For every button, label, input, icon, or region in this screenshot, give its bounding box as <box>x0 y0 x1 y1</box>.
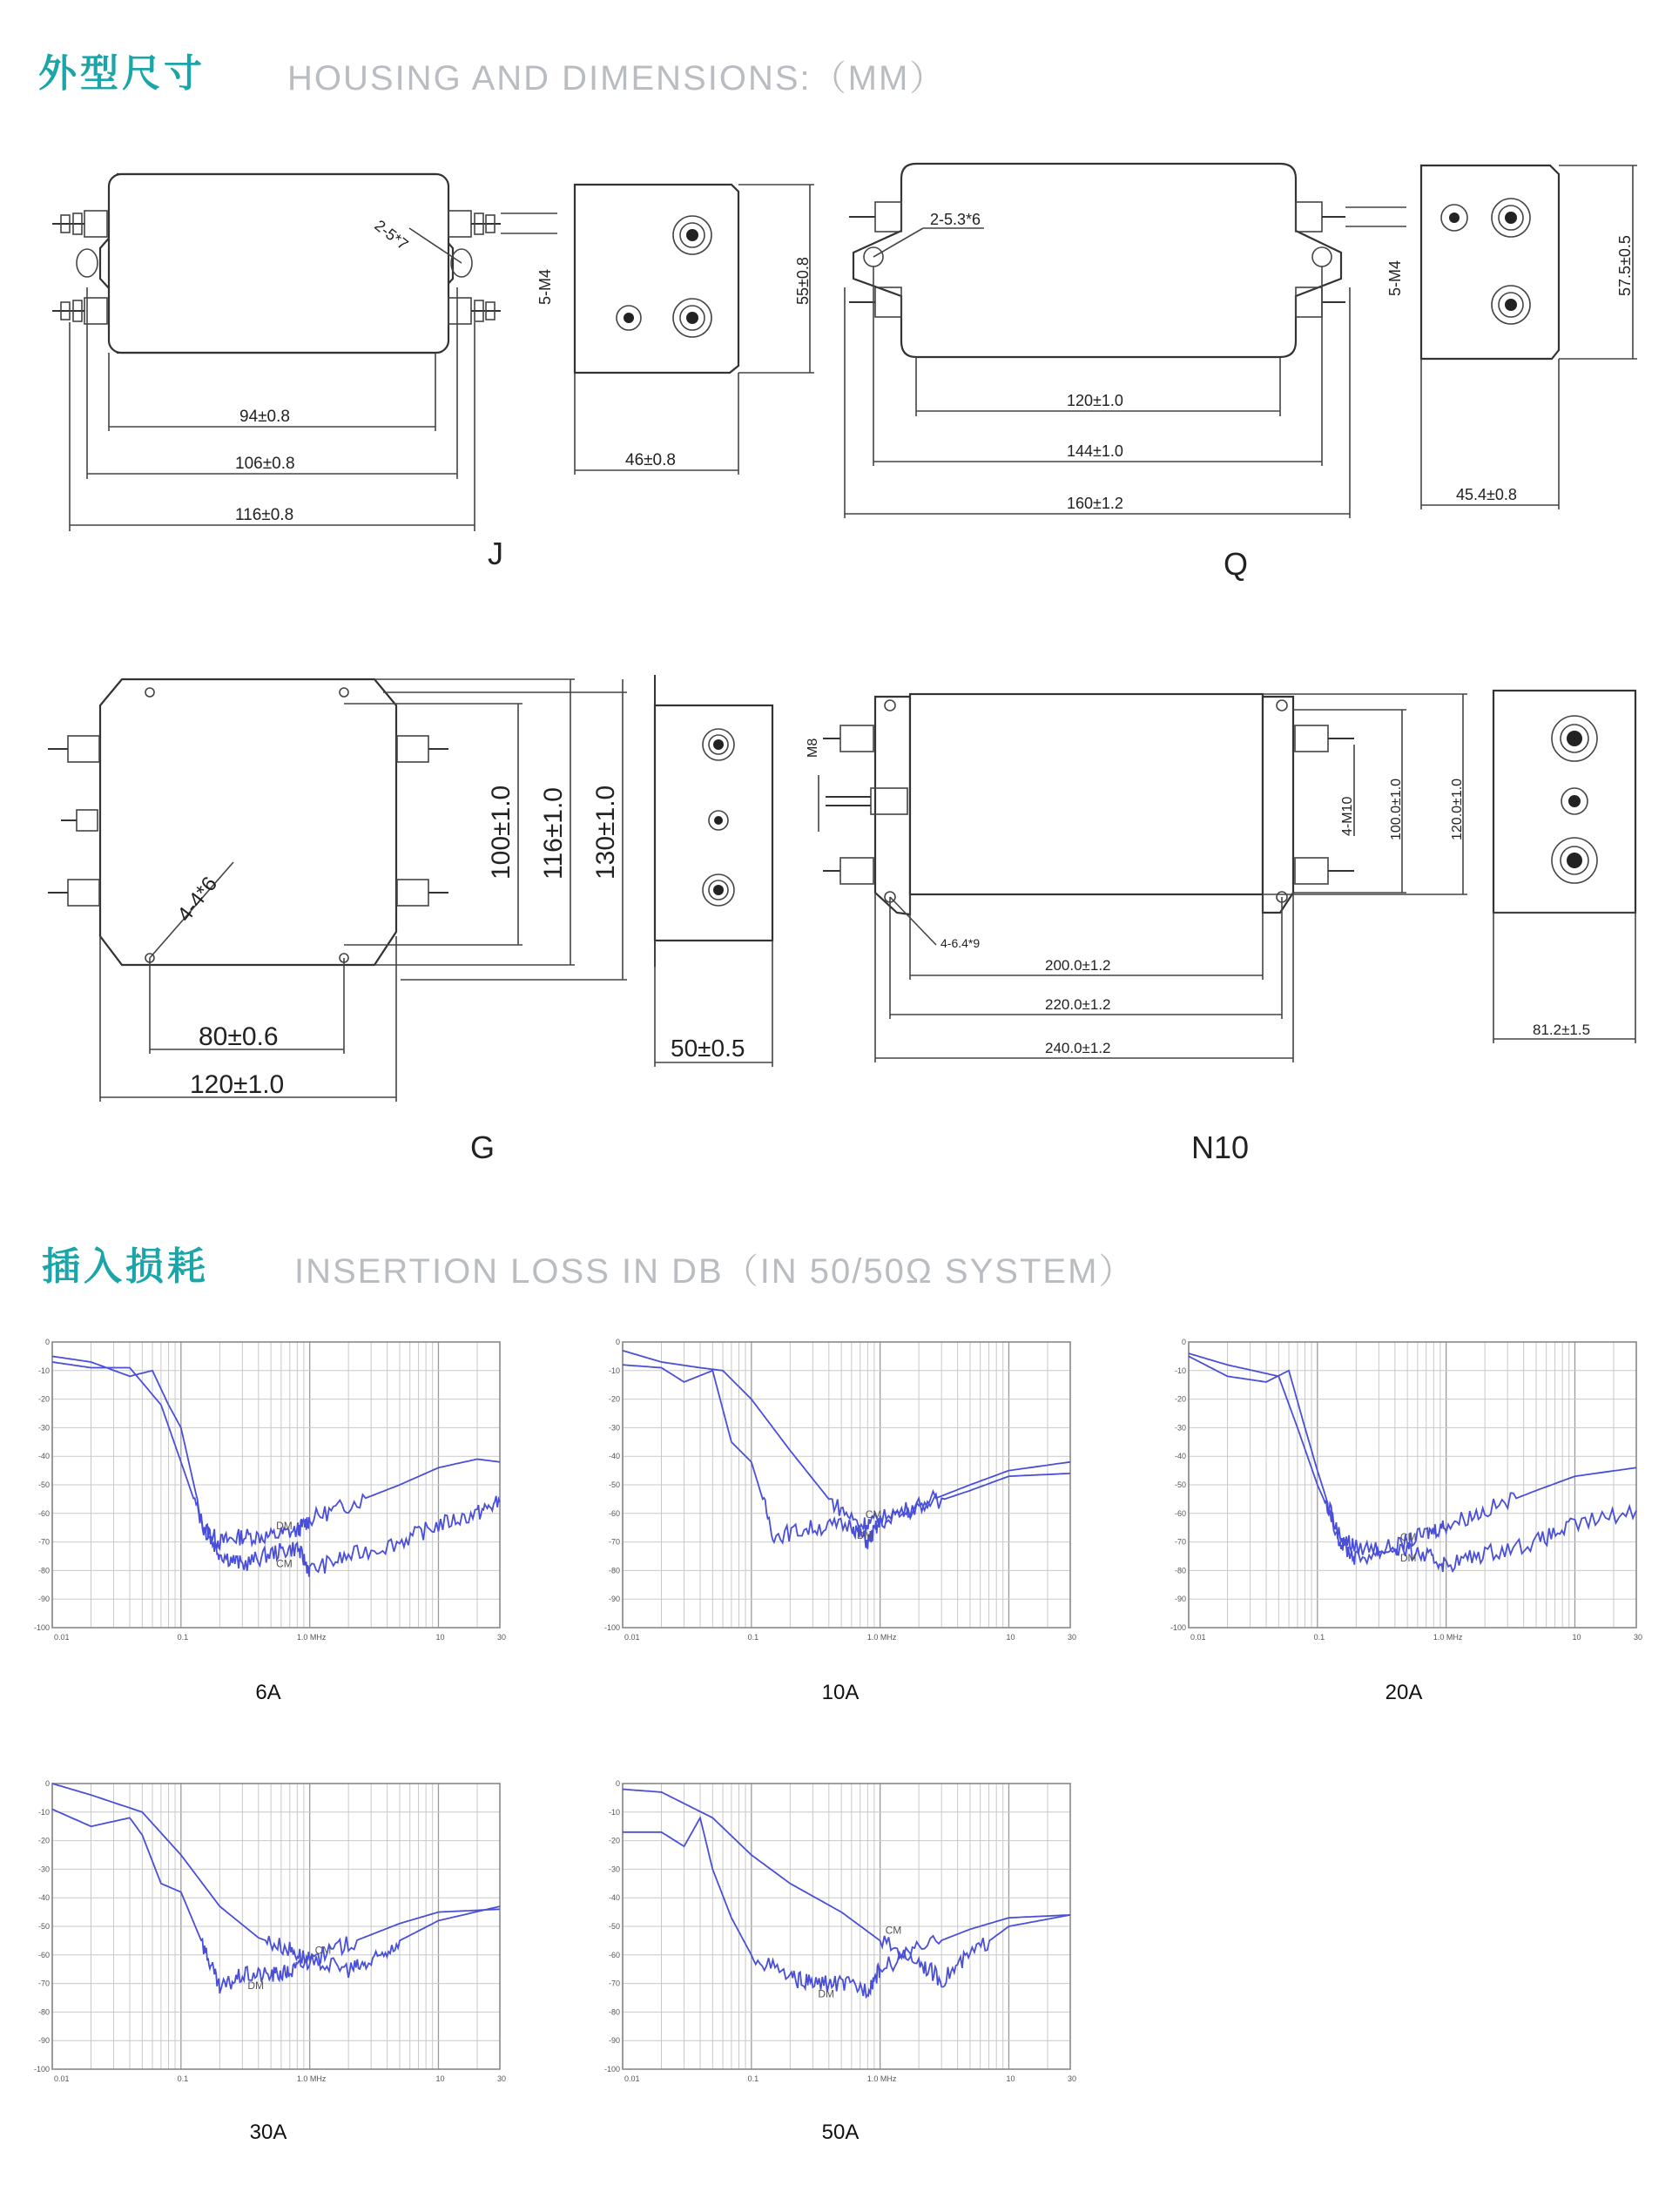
y-tick-label: -40 <box>37 1452 50 1461</box>
x-tick-label: 0.01 <box>54 1633 70 1642</box>
chart-30a <box>35 1778 505 2092</box>
y-tick-label: -70 <box>1174 1537 1186 1547</box>
y-tick-label: -100 <box>1170 1623 1186 1632</box>
x-tick-label: 30 <box>1067 2074 1077 2083</box>
drawing-n10-top-view <box>806 694 1467 1165</box>
drawing-j-dim-116: 116±0.8 <box>235 506 294 524</box>
y-tick-label: 0 <box>615 1338 620 1346</box>
drawing-q-dim-120: 120±1.0 <box>1067 392 1123 409</box>
drawing-g-side-view <box>655 675 772 1067</box>
chart-6a-caption: 6A <box>255 1681 281 1704</box>
drawing-n10-name: N10 <box>1191 1130 1250 1165</box>
y-tick-label: -60 <box>1174 1508 1186 1518</box>
y-tick-label: -40 <box>608 1452 620 1461</box>
loss-section-title <box>42 1235 209 1291</box>
drawing-n10-side-view <box>1493 691 1635 1043</box>
x-tick-label: 0.1 <box>747 1633 759 1642</box>
y-tick-label: -80 <box>37 2007 50 2017</box>
y-tick-label: -50 <box>1174 1480 1186 1489</box>
y-tick-label: -70 <box>37 1537 50 1547</box>
series-label-cm: CM <box>1399 1531 1417 1544</box>
y-tick-label: 0 <box>615 1779 620 1788</box>
drawing-g-top-view <box>48 679 627 1165</box>
x-tick-label: 0.01 <box>1190 1633 1206 1642</box>
y-tick-label: -50 <box>37 1480 50 1489</box>
x-tick-label: 10 <box>435 1633 445 1642</box>
y-tick-label: -10 <box>608 1366 620 1375</box>
chart-50a <box>605 1778 1075 2092</box>
chart-6a <box>35 1337 505 1650</box>
series-label-cm: CM <box>865 1507 882 1521</box>
y-tick-label: -20 <box>1174 1394 1186 1404</box>
loss-title-en: INSERTION LOSS IN DB（IN 50/50Ω SYSTEM） <box>294 1252 1136 1291</box>
y-tick-label: -30 <box>37 1423 50 1433</box>
chart-svg <box>35 1778 505 2092</box>
drawing-n10-dim-220: 220.0±1.2 <box>1045 996 1111 1013</box>
drawing-g-name: G <box>470 1130 496 1165</box>
chart-30a-caption: 30A <box>249 2121 287 2144</box>
y-tick-label: -50 <box>37 1922 50 1931</box>
drawing-q-dim-160: 160±1.2 <box>1067 495 1123 512</box>
drawing-j-dim-46: 46±0.8 <box>625 451 676 469</box>
series-label-dm: DM <box>247 1979 265 1992</box>
y-tick-label: -90 <box>608 2036 620 2046</box>
chart-50a-caption: 50A <box>821 2121 860 2144</box>
chart-svg <box>1171 1337 1642 1650</box>
y-tick-label: -40 <box>1174 1452 1186 1461</box>
y-tick-label: -30 <box>608 1423 620 1433</box>
drawing-j-side-view <box>501 185 814 475</box>
series-label-cm: CM <box>276 1557 293 1570</box>
y-tick-label: -10 <box>1174 1366 1186 1375</box>
x-tick-label: 1.0 MHz <box>866 2074 897 2083</box>
y-tick-label: -30 <box>608 1865 620 1874</box>
drawing-n10-dim-100: 100.0±1.0 <box>1389 778 1404 840</box>
x-tick-label: 1.0 MHz <box>1433 1633 1463 1642</box>
drawing-j-top-view <box>52 174 503 571</box>
y-tick-label: -10 <box>608 1807 620 1817</box>
y-tick-label: -90 <box>37 1595 50 1604</box>
drawing-g-dim-120: 120±1.0 <box>190 1070 285 1099</box>
series-label-cm: CM <box>314 1944 332 1957</box>
chart-10a <box>605 1337 1075 1650</box>
series-label-dm: DM <box>818 1987 835 2000</box>
x-tick-label: 10 <box>1006 1633 1015 1642</box>
series-label-dm: DM <box>276 1520 293 1533</box>
y-tick-label: -90 <box>37 2036 50 2046</box>
drawing-q-top-view <box>845 164 1406 582</box>
y-tick-label: -60 <box>37 1950 50 1959</box>
housing-title-en: HOUSING AND DIMENSIONS:（MM） <box>287 59 947 98</box>
drawing-g-dim-80: 80±0.6 <box>199 1022 279 1051</box>
drawing-q-hole-label: 2-5.3*6 <box>930 211 981 228</box>
drawing-n10-dim-200: 200.0±1.2 <box>1045 957 1111 974</box>
x-tick-label: 30 <box>1633 1633 1643 1642</box>
y-tick-label: -70 <box>37 1979 50 1988</box>
x-tick-label: 0.01 <box>624 1633 640 1642</box>
y-tick-label: -80 <box>37 1566 50 1575</box>
y-tick-label: -20 <box>37 1836 50 1845</box>
y-tick-label: -90 <box>608 1595 620 1604</box>
drawing-q-dim-144: 144±1.0 <box>1067 442 1123 460</box>
housing-title-cn: 外型尺寸 <box>38 51 206 96</box>
y-tick-label: -20 <box>37 1394 50 1404</box>
drawing-q-stud-label: 5-M4 <box>1386 260 1404 296</box>
drawing-g-dim-116: 116±1.0 <box>539 787 568 880</box>
y-tick-label: 0 <box>44 1338 50 1346</box>
y-tick-label: -70 <box>608 1537 620 1547</box>
x-tick-label: 10 <box>435 2074 445 2083</box>
y-tick-label: -100 <box>603 2065 620 2074</box>
x-tick-label: 30 <box>496 1633 507 1642</box>
y-tick-label: -50 <box>608 1922 620 1931</box>
drawing-j-dim-94: 94±0.8 <box>239 408 290 426</box>
drawing-q-name: Q <box>1224 546 1249 582</box>
y-tick-label: -100 <box>603 1623 620 1632</box>
chart-svg <box>35 1337 505 1650</box>
chart-10a-caption: 10A <box>821 1681 860 1704</box>
x-tick-label: 1.0 MHz <box>296 2074 327 2083</box>
drawing-g-dim-50: 50±0.5 <box>671 1035 745 1062</box>
series-label-cm: CM <box>885 1924 902 1937</box>
drawing-j-hole-label: 2-5*7 <box>371 216 412 253</box>
x-tick-label: 10 <box>1572 1633 1581 1642</box>
chart-20a-caption: 20A <box>1385 1681 1423 1704</box>
x-tick-label: 0.1 <box>177 2074 189 2083</box>
x-tick-label: 1.0 MHz <box>296 1633 327 1642</box>
chart-svg <box>605 1778 1075 2092</box>
chart-svg <box>605 1337 1075 1650</box>
x-tick-label: 0.1 <box>1313 1633 1325 1642</box>
drawing-n10-hole-label: 4-6.4*9 <box>940 936 981 950</box>
drawing-g-dim-130: 130±1.0 <box>591 785 620 880</box>
drawing-j-stud-label: 5-M4 <box>536 268 554 305</box>
y-tick-label: -20 <box>608 1394 620 1404</box>
drawing-q-dim-575: 57.5±0.5 <box>1616 235 1634 296</box>
drawing-q-side-view <box>1421 165 1637 509</box>
x-tick-label: 0.01 <box>54 2074 70 2083</box>
x-tick-label: 1.0 MHz <box>866 1633 897 1642</box>
y-tick-label: -60 <box>37 1508 50 1518</box>
x-tick-label: 0.1 <box>177 1633 189 1642</box>
y-tick-label: -10 <box>37 1807 50 1817</box>
x-tick-label: 10 <box>1006 2074 1015 2083</box>
y-tick-label: -60 <box>608 1508 620 1518</box>
drawing-n10-dim-240: 240.0±1.2 <box>1045 1040 1111 1056</box>
y-tick-label: -50 <box>608 1480 620 1489</box>
series-label-dm: DM <box>856 1528 873 1541</box>
drawing-g-dim-100: 100±1.0 <box>487 785 516 880</box>
y-tick-label: -10 <box>37 1366 50 1375</box>
drawing-n10-stud2-label: M8 <box>806 738 820 758</box>
drawing-n10-dim-812: 81.2±1.5 <box>1533 1022 1591 1038</box>
y-tick-label: -30 <box>1174 1423 1186 1433</box>
y-tick-label: 0 <box>1181 1338 1186 1346</box>
y-tick-label: -90 <box>1174 1595 1186 1604</box>
x-tick-label: 0.01 <box>624 2074 640 2083</box>
y-tick-label: -80 <box>1174 1566 1186 1575</box>
chart-20a <box>1171 1337 1642 1650</box>
loss-title-cn: 插入损耗 <box>42 1244 209 1289</box>
drawing-j-name: J <box>488 536 503 571</box>
y-tick-label: -70 <box>608 1979 620 1988</box>
drawing-n10-dim-120: 120.0±1.0 <box>1450 778 1465 840</box>
y-tick-label: -60 <box>608 1950 620 1959</box>
y-tick-label: -20 <box>608 1836 620 1845</box>
y-tick-label: -100 <box>33 2065 50 2074</box>
x-tick-label: 30 <box>496 2074 507 2083</box>
drawing-g-hole-label: 4-4*6 <box>172 872 223 927</box>
y-tick-label: -40 <box>608 1893 620 1903</box>
y-tick-label: -40 <box>37 1893 50 1903</box>
y-tick-label: 0 <box>44 1779 50 1788</box>
drawing-q-dim-454: 45.4±0.8 <box>1456 486 1517 503</box>
y-tick-label: -100 <box>33 1623 50 1632</box>
x-tick-label: 0.1 <box>747 2074 759 2083</box>
drawing-n10-stud-label: 4-M10 <box>1340 796 1355 836</box>
drawing-j-dim-55: 55±0.8 <box>794 257 812 305</box>
y-tick-label: -80 <box>608 1566 620 1575</box>
y-tick-label: -30 <box>37 1865 50 1874</box>
x-tick-label: 30 <box>1067 1633 1077 1642</box>
drawing-j-dim-106: 106±0.8 <box>235 455 295 473</box>
series-label-dm: DM <box>1399 1552 1417 1565</box>
y-tick-label: -80 <box>608 2007 620 2017</box>
